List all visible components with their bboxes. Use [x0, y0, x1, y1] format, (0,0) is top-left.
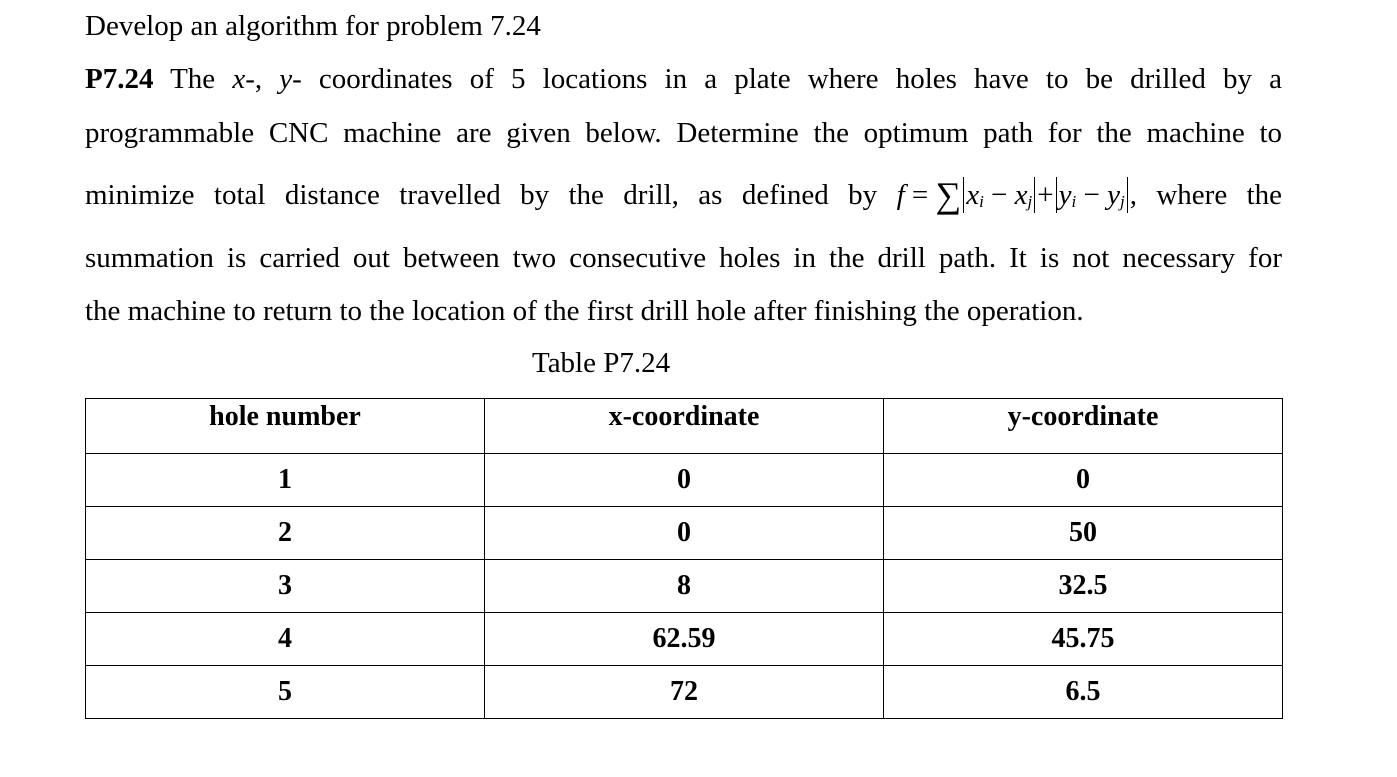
table-caption: Table P7.24 [532, 347, 671, 379]
column-header-hole-number: hole number [86, 399, 485, 454]
cell-x-coordinate: 72 [485, 666, 884, 719]
problem-line-1 [85, 62, 1282, 96]
formula-abs-bar [1056, 177, 1057, 213]
heading: Develop an algorithm for problem 7.24 [85, 10, 541, 42]
cell-y-coordinate: 32.5 [884, 560, 1283, 613]
table-row [86, 454, 1283, 507]
formula-minus: − [991, 179, 1008, 211]
problem-text-3b: , where the [1129, 179, 1283, 211]
formula-abs-bar [963, 177, 964, 213]
column-header-y-coordinate: y-coordinate [884, 399, 1283, 454]
formula-minus: − [1083, 179, 1100, 211]
cell-x-coordinate: 8 [485, 560, 884, 613]
column-header-x-coordinate: x-coordinate [485, 399, 884, 454]
formula-f: f [896, 179, 905, 211]
cell-hole-number: 3 [86, 560, 485, 613]
variable-x: x [232, 63, 246, 95]
cell-hole-number: 4 [86, 613, 485, 666]
formula-x: x [966, 179, 980, 211]
cell-x-coordinate: 0 [485, 507, 884, 560]
problem-text-3a: minimize total distance travelled by the drill, as defined by [85, 179, 878, 211]
cell-hole-number: 5 [86, 666, 485, 719]
problem-line-2: programmable CNC machine are given below. Determine the optimum path for the machine to [85, 117, 1282, 149]
problem-text-1a: The [170, 63, 233, 95]
cell-y-coordinate: 50 [884, 507, 1283, 560]
coordinates-table [85, 398, 1283, 719]
problem-label: P7.24 [85, 63, 154, 95]
formula-sub-j: j [1027, 192, 1033, 211]
formula-x: x [1014, 179, 1028, 211]
cell-hole-number: 1 [86, 454, 485, 507]
problem-line-5: the machine to return to the location of the first drill hole after finishing the operation. [85, 295, 1084, 327]
table-row [86, 666, 1283, 719]
table-row [86, 613, 1283, 666]
problem-text-1c: - coordinates of 5 locations in a plate where holes have to be drilled by a [292, 63, 1282, 95]
table-header-row [86, 399, 1283, 454]
problem-line-4: summation is carried out between two consecutive holes in the drill path. It is not necessary for [85, 242, 1282, 274]
formula-abs-bar [1127, 177, 1128, 213]
formula-sub-j: j [1119, 192, 1125, 211]
formula-sum-symbol: ∑ [935, 175, 962, 215]
formula-y: y [1058, 179, 1072, 211]
distance-formula [897, 175, 1130, 216]
formula-abs-bar [1034, 177, 1035, 213]
problem-text-1b: -, [245, 63, 280, 95]
cell-x-coordinate: 62.59 [485, 613, 884, 666]
cell-hole-number: 2 [86, 507, 485, 560]
formula-sub-i: i [1071, 192, 1077, 211]
variable-y: y [279, 63, 293, 95]
formula-equals: = [911, 179, 929, 211]
formula-y: y [1107, 179, 1120, 211]
cell-y-coordinate: 6.5 [884, 666, 1283, 719]
table-row [86, 560, 1283, 613]
cell-y-coordinate: 45.75 [884, 613, 1283, 666]
formula-plus: + [1037, 179, 1054, 211]
problem-line-3 [85, 175, 1282, 216]
cell-y-coordinate: 0 [884, 454, 1283, 507]
table-row [86, 507, 1283, 560]
formula-sub-i: i [979, 192, 984, 211]
cell-x-coordinate: 0 [485, 454, 884, 507]
